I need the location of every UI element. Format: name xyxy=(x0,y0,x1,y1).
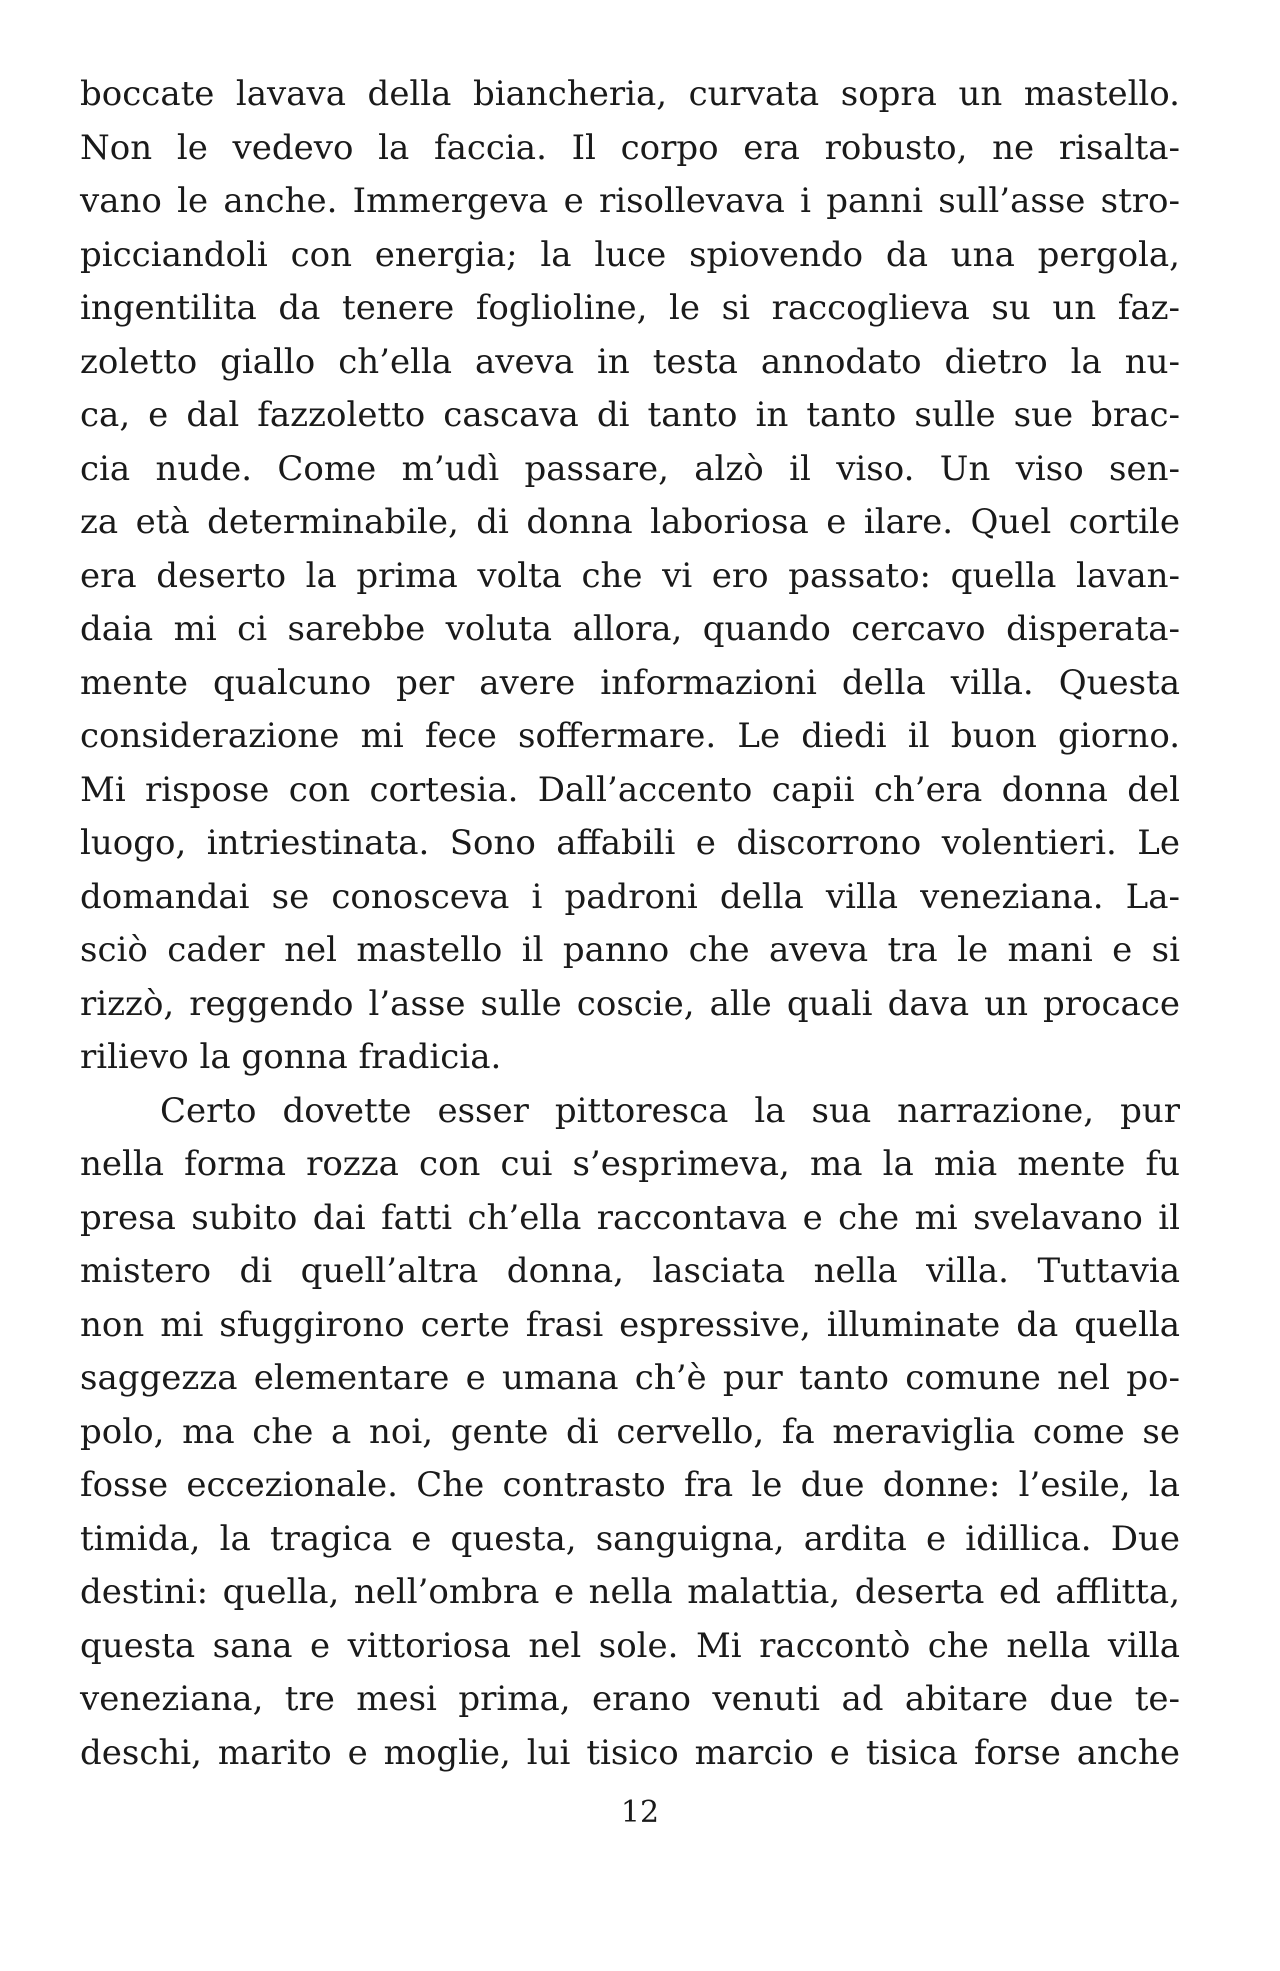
paragraph-first-line: Certo dovette esser pittoresca la sua narrazione, pur xyxy=(160,1090,1180,1131)
page-number: 12 xyxy=(620,1795,660,1830)
text-line: daia mi ci sarebbe voluta allora, quando cercavo disperata- xyxy=(80,609,1180,649)
text-line: Non le vedevo la faccia. Il corpo era robusto, ne risalta- xyxy=(80,127,1180,168)
text-line: ingentilita da tenere foglioline, le si raccoglieva su un faz- xyxy=(80,288,1180,328)
text-line: boccate lavava della biancheria, curvata sopra un mastello. xyxy=(80,74,1180,114)
text-line: deschi, marito e moglie, lui tisico marcio e tisica forse anche xyxy=(80,1732,1180,1773)
text-line: considerazione mi fece soffermare. Le diedi il buon giorno. xyxy=(80,716,1180,756)
text-line: za età determinabile, di donna laboriosa e ilare. Quel cortile xyxy=(80,502,1180,542)
text-line: cia nude. Come m’udì passare, alzò il viso. Un viso sen- xyxy=(80,448,1180,489)
text-line: non mi sfuggirono certe frasi espressive, illuminate da quella xyxy=(80,1304,1180,1345)
text-line: mente qualcuno per avere informazioni della villa. Questa xyxy=(80,662,1180,703)
body-text xyxy=(80,68,1180,1780)
text-line: mistero di quell’altra donna, lasciata nella villa. Tuttavia xyxy=(80,1251,1180,1291)
text-line: sciò cader nel mastello il panno che aveva tra le mani e si xyxy=(80,930,1180,970)
text-line: fosse eccezionale. Che contrasto fra le due donne: l’esile, la xyxy=(80,1465,1180,1505)
paragraph-last-line: rilievo la gonna fradicia. xyxy=(80,1037,502,1077)
text-line: picciandoli con energia; la luce spiovendo da una pergola, xyxy=(80,234,1180,275)
text-line: era deserto la prima volta che vi ero passato: quella lavan- xyxy=(80,555,1180,596)
text-line: questa sana e vittoriosa nel sole. Mi raccontò che nella villa xyxy=(80,1625,1180,1666)
text-line: rizzò, reggendo l’asse sulle coscie, alle quali dava un procace xyxy=(80,983,1180,1024)
text-line: veneziana, tre mesi prima, erano venuti ad abitare due te- xyxy=(80,1679,1180,1719)
text-line: nella forma rozza con cui s’esprimeva, ma la mia mente fu xyxy=(80,1144,1180,1184)
text-line: Mi rispose con cortesia. Dall’accento capii ch’era donna del xyxy=(80,769,1180,810)
text-line: vano le anche. Immergeva e risollevava i panni sull’asse stro- xyxy=(80,181,1180,221)
text-line: polo, ma che a noi, gente di cervello, fa meraviglia come se xyxy=(80,1411,1180,1452)
text-line: presa subito dai fatti ch’ella raccontava e che mi svelavano il xyxy=(80,1197,1180,1238)
text-line: destini: quella, nell’ombra e nella malattia, deserta ed afflitta, xyxy=(80,1572,1180,1612)
text-line: saggezza elementare e umana ch’è pur tanto comune nel po- xyxy=(80,1358,1180,1398)
text-line: luogo, intriestinata. Sono affabili e discorrono volentieri. Le xyxy=(80,823,1180,863)
text-line: domandai se conosceva i padroni della villa veneziana. La- xyxy=(80,876,1180,917)
text-line: ca, e dal fazzoletto cascava di tanto in tanto sulle sue brac- xyxy=(80,395,1180,435)
text-line: zoletto giallo ch’ella aveva in testa annodato dietro la nu- xyxy=(80,341,1180,382)
text-line: timida, la tragica e questa, sanguigna, ardita e idillica. Due xyxy=(80,1518,1180,1559)
